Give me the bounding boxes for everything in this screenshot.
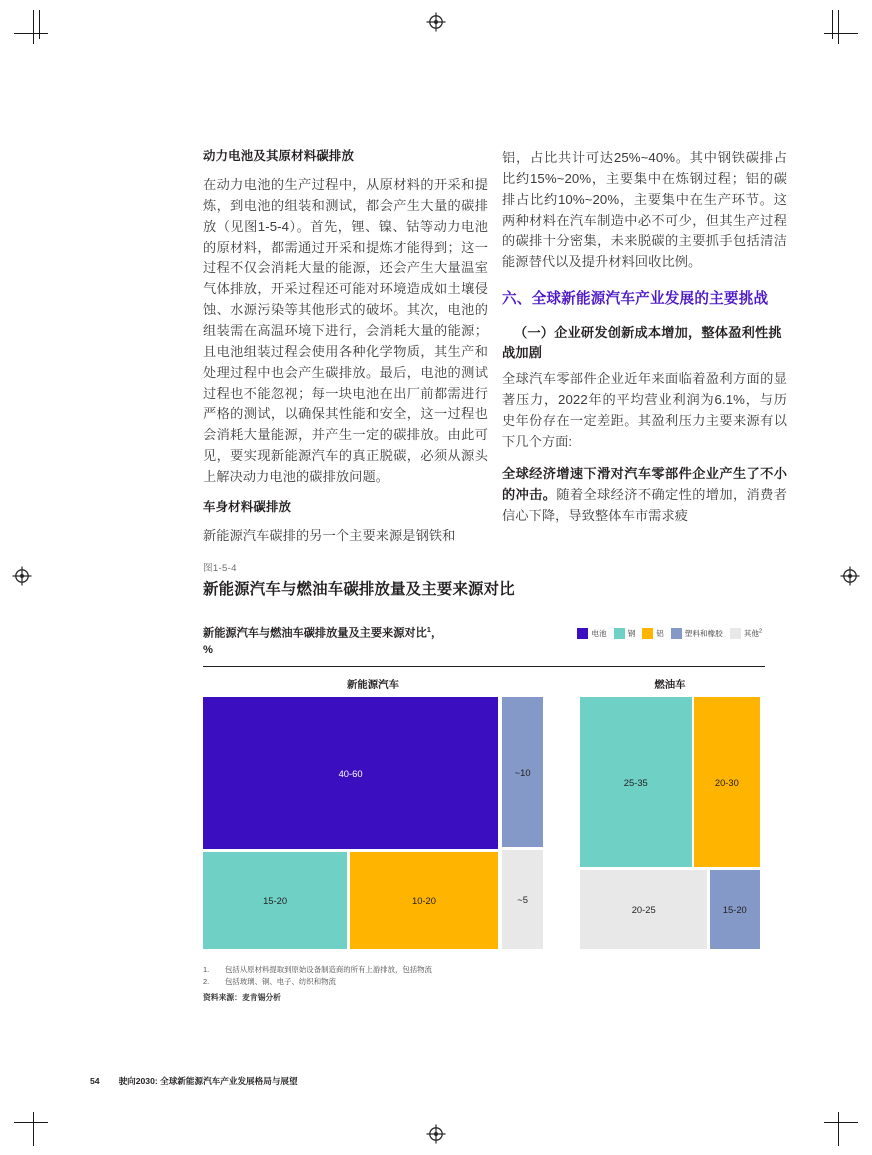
figure-source: 资料来源：麦肯锡分析: [203, 992, 281, 1002]
treemap-cell-铝: [350, 852, 498, 950]
crop-mark-top-right-inner: [832, 10, 833, 39]
paragraph-economic-slowdown-rest: 随着全球经济不确定性的增加，消费者信心下降，导致整体车市需求疲: [502, 486, 787, 523]
treemap-cell-value: 10-20: [412, 894, 436, 906]
chart-subtitle-unit: %: [203, 643, 213, 656]
legend-item: [614, 628, 636, 639]
paragraph-battery-emissions: 在动力电池的生产过程中，从原材料的开采和提炼，到电池的组装和测试，都会产生大量的碳排放（见图1-5-4）。首先，锂、镍、钴等动力电池的原材料，都需通过开采和提炼才能得到；这一过程不仅会消耗大量的能源，还会产生大量温室气体排放，开采过程还可能对环境造成如土壤侵蚀、水源污染等其他形式的破坏。其次，电池的组装需在高温环境下进行，会消耗大量的能源；且电池组装过程会使用各种化学物质，其生产和处理过程中也会产生碳排放。最后，电池的测试过程也不能忽视；每一块电池在出厂前都需进行严格的测试，以确保其性能和安全，这一过程也会消耗大量能源，并产生一定的碳排放。由此可见，要实现新能源汽车的真正脱碳，必须从源头上解决动力电池的碳排放问题。: [203, 176, 488, 485]
figure-footnotes: [203, 964, 623, 1003]
crop-mark-bottom-right-h: [824, 1122, 858, 1123]
treemap-cell-value: ~5: [517, 894, 528, 906]
treemap-cell-value: 20-25: [631, 904, 656, 916]
heading-body-material-emissions: 车身材料碳排放: [203, 499, 292, 514]
legend-label: 电池: [591, 629, 607, 638]
chart-panels: [203, 676, 765, 949]
treemap-nev: [203, 697, 543, 949]
treemap-cell-value: 15-20: [263, 894, 288, 906]
legend-swatch: [614, 628, 625, 639]
section-heading-challenges: 六、全球新能源汽车产业发展的主要挑战: [502, 291, 769, 308]
treemap-cell-电池: [203, 697, 498, 849]
registration-target-bottom: [426, 1124, 446, 1144]
legend-label: 钢: [627, 629, 636, 638]
chart-panel-nev-title: 新能源汽车: [347, 680, 399, 692]
chart-panel-ice: [580, 676, 760, 949]
crop-mark-bottom-right-v: [838, 1112, 839, 1146]
legend-item: [671, 628, 723, 639]
footnote-text: 包括从原材料提取到原始设备制造商的所有上游排放，包括物流: [225, 965, 432, 974]
footnote-number: 1.: [203, 965, 210, 974]
crop-mark-top-left-inner: [39, 10, 40, 39]
paragraph-economic-slowdown-lead: 全球经济增速下滑对汽车零部件企业产生了不小的冲击。: [502, 465, 787, 502]
paragraph-profitability-pressure: 全球汽车零部件企业近年来面临着盈利方面的显著压力，2022年的平均营业利润为6.1%，与历史年份存在一定差距。其盈利压力主要来源有以下几个方面:: [502, 371, 787, 449]
chart-subtitle-comma: ，: [430, 627, 443, 640]
chart-header: [203, 625, 765, 658]
legend-label: 塑料和橡胶: [684, 629, 723, 638]
figure-number: 图1-5-4: [203, 563, 237, 574]
legend-swatch: [577, 628, 588, 639]
treemap-cell-其他: [502, 850, 543, 949]
registration-target-top: [426, 12, 446, 32]
treemap-cell-value: 20-30: [714, 776, 739, 788]
legend-swatch: [671, 628, 682, 639]
legend-item: [730, 628, 762, 639]
figure-block: [203, 560, 765, 949]
chart-subtitle-footnote-ref: 1: [426, 625, 431, 634]
registration-target-left: [12, 566, 32, 586]
footnote-row: [203, 976, 623, 988]
legend-swatch: [730, 628, 741, 639]
treemap-cell-value: ~10: [514, 766, 531, 778]
chart-divider-rule: [203, 666, 765, 667]
chart-legend: [577, 625, 765, 639]
legend-label: 其他$^2$: [743, 628, 762, 638]
chart-subtitle: [203, 625, 442, 658]
legend-label: 铝: [656, 629, 664, 638]
chart-panel-ice-title: 燃油车: [654, 680, 686, 692]
chart-panel-spacer: [543, 676, 580, 949]
treemap-cell-钢: [203, 852, 347, 950]
registration-target-right: [840, 566, 860, 586]
crop-mark-top-left-v: [33, 10, 34, 44]
paragraph-economic-slowdown: [502, 464, 787, 527]
crop-mark-bottom-left-v: [33, 1112, 34, 1146]
treemap-cell-value: 25-35: [623, 776, 648, 788]
treemap-cell-铝: [694, 697, 760, 867]
treemap-cell-钢: [580, 697, 692, 867]
running-title: 驶向2030: 全球新能源汽车产业发展格局与展望: [118, 1076, 298, 1086]
figure-title: 新能源汽车与燃油车碳排放量及主要来源对比: [203, 581, 515, 598]
heading-battery-emissions: 动力电池及其原材料碳排放: [203, 149, 355, 163]
legend-label-footnote-ref: 2: [758, 628, 762, 635]
treemap-cell-value: 40-60: [338, 767, 363, 779]
crop-mark-top-left-h: [14, 33, 48, 34]
text-column-left: [203, 148, 488, 547]
treemap-ice: [580, 697, 760, 949]
page-footer: [90, 1075, 298, 1087]
treemap-cell-其他: [580, 870, 707, 949]
paragraph-body-material-continued: 铝，占比共计可达25%~40%。其中钢铁碳排占比约15%~20%，主要集中在炼钢过程；铝的碳排占比约10%~20%，主要集中在生产环节。这两种材料在汽车制造中必不可少，但其生产过程的碳排十分密集，未来脱碳的主要抓手包括清洁能源替代以及提升材料回收比例。: [502, 150, 787, 270]
crop-mark-bottom-left-h: [14, 1122, 48, 1123]
chart-subtitle-text: 新能源汽车与燃油车碳排放量及主要来源对比: [203, 627, 427, 640]
crop-mark-top-right-v: [838, 10, 839, 44]
footnote-text: 包括玻璃、铜、电子、纺织和物流: [225, 976, 336, 986]
subsection-heading-rnd-cost: （一）企业研发创新成本增加，整体盈利性挑战加剧: [502, 325, 782, 360]
chart-panel-nev: [203, 676, 543, 949]
legend-swatch: [642, 628, 653, 639]
page-number: 54: [90, 1076, 100, 1086]
paragraph-body-material-emissions: 新能源汽车碳排的另一个主要来源是钢铁和: [203, 527, 456, 543]
footnote-row: [203, 964, 623, 976]
treemap-cell-value: 15-20: [722, 904, 747, 916]
text-column-right: [502, 148, 787, 526]
crop-mark-top-right-h: [824, 33, 858, 34]
treemap-cell-塑料和橡胶: [502, 697, 543, 847]
legend-item: [642, 628, 664, 639]
treemap-cell-塑料和橡胶: [710, 870, 760, 949]
footnote-number: 2.: [203, 976, 210, 986]
legend-item: [577, 628, 606, 639]
